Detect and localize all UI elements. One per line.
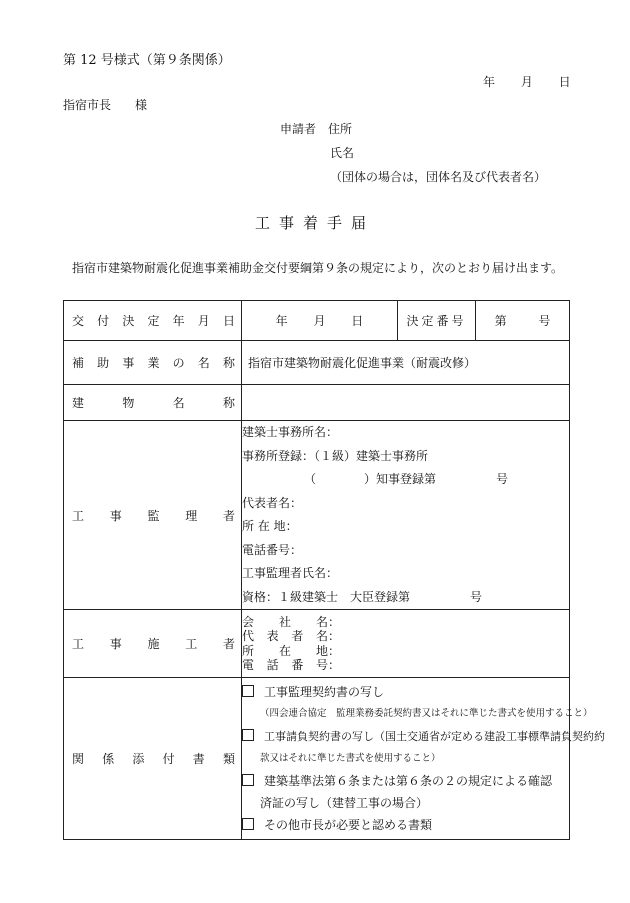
label-char: 号	[315, 658, 328, 672]
label-char: 監	[147, 508, 160, 523]
label-char: 工	[185, 637, 198, 651]
supervisor-line: 所 在 地：	[242, 519, 298, 533]
label-char: 事	[109, 637, 122, 651]
label-attachments	[64, 678, 242, 840]
label-char: 事	[122, 356, 135, 370]
label-char: 日	[222, 314, 235, 328]
label-char: 者	[222, 508, 235, 523]
supervisor-line: 工事監理者氏名：	[242, 566, 339, 580]
supervisor-line: 電話番号：	[242, 542, 303, 557]
attachment-item: 工事監理契約書の写し	[242, 680, 569, 704]
label-char: 社	[278, 614, 291, 629]
supervisor-details[interactable]	[242, 421, 570, 610]
attachment-item: その他市長が必要と認める書類	[242, 813, 569, 837]
label-char: 番	[291, 658, 304, 672]
label-char: 補	[72, 356, 85, 370]
label-char: 関	[72, 752, 85, 766]
attachment-note: 済証の写し（建替工事の場合）	[260, 796, 429, 810]
label-char: 施	[147, 637, 160, 651]
row-building-name	[64, 385, 570, 421]
row-supervisor	[64, 421, 570, 610]
supervisor-line: 資格：１級建築士 大臣登録第 号	[242, 589, 483, 604]
row-decision-date	[64, 301, 570, 341]
label-project-name	[64, 341, 242, 385]
label-char: 決	[122, 314, 135, 328]
attachments-list	[242, 678, 605, 840]
label-char: 係	[102, 752, 115, 766]
intro-text: 指宿市建築物耐震化促進事業補助金交付要綱第９条の規定により，次のとおり届け出ます。	[72, 261, 564, 275]
label-char: 助	[97, 356, 110, 370]
label-char: 付	[162, 752, 175, 766]
label-char: 電	[242, 658, 255, 672]
label-char: 代	[242, 629, 255, 643]
checkbox-icon[interactable]	[242, 818, 254, 830]
checkbox-icon[interactable]	[242, 774, 254, 786]
label-char: 名	[172, 396, 185, 410]
label-building-name	[64, 385, 242, 421]
label-char: 称	[222, 396, 235, 410]
attachment-item: 工事請負契約書の写し（国土交通省が定める建設工事標準請負契約約	[242, 724, 569, 749]
label-char: 工	[72, 508, 85, 523]
label-char: の	[172, 356, 185, 370]
submission-date: 年 月 日	[483, 75, 571, 89]
label-char: 物	[122, 396, 135, 410]
label-char: 称	[222, 356, 235, 370]
label-char: 名	[315, 629, 328, 643]
label-char: 添	[132, 752, 145, 766]
label-decision-number: 決定番号	[398, 301, 476, 341]
row-project-name	[64, 341, 570, 385]
attachment-item: 建築基準法第６条または第６条の２の規定による確認	[242, 769, 569, 793]
label-char: 類	[222, 752, 235, 766]
label-contractor	[64, 610, 242, 678]
document-title: 工事着手届	[254, 214, 375, 232]
label-char: 話	[266, 658, 279, 672]
supervisor-line: 事務所登録：（１級）建築士事務所	[242, 448, 429, 463]
label-char: 建	[72, 396, 85, 410]
label-char: 名	[315, 614, 328, 629]
row-attachments	[64, 678, 570, 840]
label-char: 業	[147, 356, 160, 370]
label-char: 事	[109, 508, 122, 523]
label-char: 理	[185, 508, 198, 523]
label-decision-date	[64, 301, 242, 341]
attachment-note: 款又はそれに準じた書式を使用すること）	[260, 753, 441, 764]
label-char: 工	[72, 637, 85, 651]
decision-number-field[interactable]: 第 号	[476, 301, 570, 341]
supervisor-line: （ ）知事登録第 号	[304, 472, 509, 486]
label-char: 者	[222, 637, 235, 651]
label-char: 者	[291, 629, 304, 643]
contractor-details[interactable]	[242, 610, 570, 678]
label-char: 所	[242, 643, 255, 658]
form-number: 第 12 号様式（第９条関係）	[63, 53, 231, 68]
supervisor-line: 建築士事務所名：	[242, 425, 339, 439]
addressee: 指宿市長 様	[63, 98, 148, 112]
project-name-value: 指宿市建築物耐震化促進事業（耐震改修）	[242, 341, 570, 385]
applicant-name-label: 氏名	[330, 146, 355, 160]
label-char: 年	[172, 314, 185, 328]
checkbox-icon[interactable]	[242, 729, 254, 741]
contractor-field: 会 社 名 ：	[242, 614, 341, 629]
contractor-field: 代 表 者 名 ：	[242, 629, 341, 643]
label-char: 会	[242, 614, 255, 629]
label-char: 地	[315, 643, 328, 658]
label-supervisor	[64, 421, 242, 610]
label-char: 表	[266, 629, 279, 643]
label-char: 交	[72, 314, 85, 328]
checkbox-icon[interactable]	[242, 685, 254, 697]
label-char: 在	[278, 643, 291, 658]
contractor-field: 電 話 番 号 ：	[242, 658, 341, 672]
label-char: 定	[147, 314, 160, 328]
notification-form-table	[63, 300, 605, 840]
row-contractor	[64, 610, 570, 678]
label-char: 名	[197, 356, 210, 370]
supervisor-line: 代表者名：	[242, 495, 303, 510]
applicant-address-label: 申請者 住所	[280, 122, 353, 136]
label-char: 書	[192, 752, 205, 766]
contractor-field: 所 在 地 ：	[242, 643, 341, 658]
applicant-note: （団体の場合は，団体名及び代表者名）	[330, 170, 547, 184]
attachment-note: （四会連合協定 監理業務委託契約書又はそれに準じた書式を使用すること）	[260, 708, 593, 719]
label-char: 付	[97, 314, 110, 328]
decision-date-field[interactable]: 年 月 日	[242, 301, 398, 341]
label-char: 月	[197, 314, 210, 328]
building-name-field[interactable]	[242, 385, 570, 421]
